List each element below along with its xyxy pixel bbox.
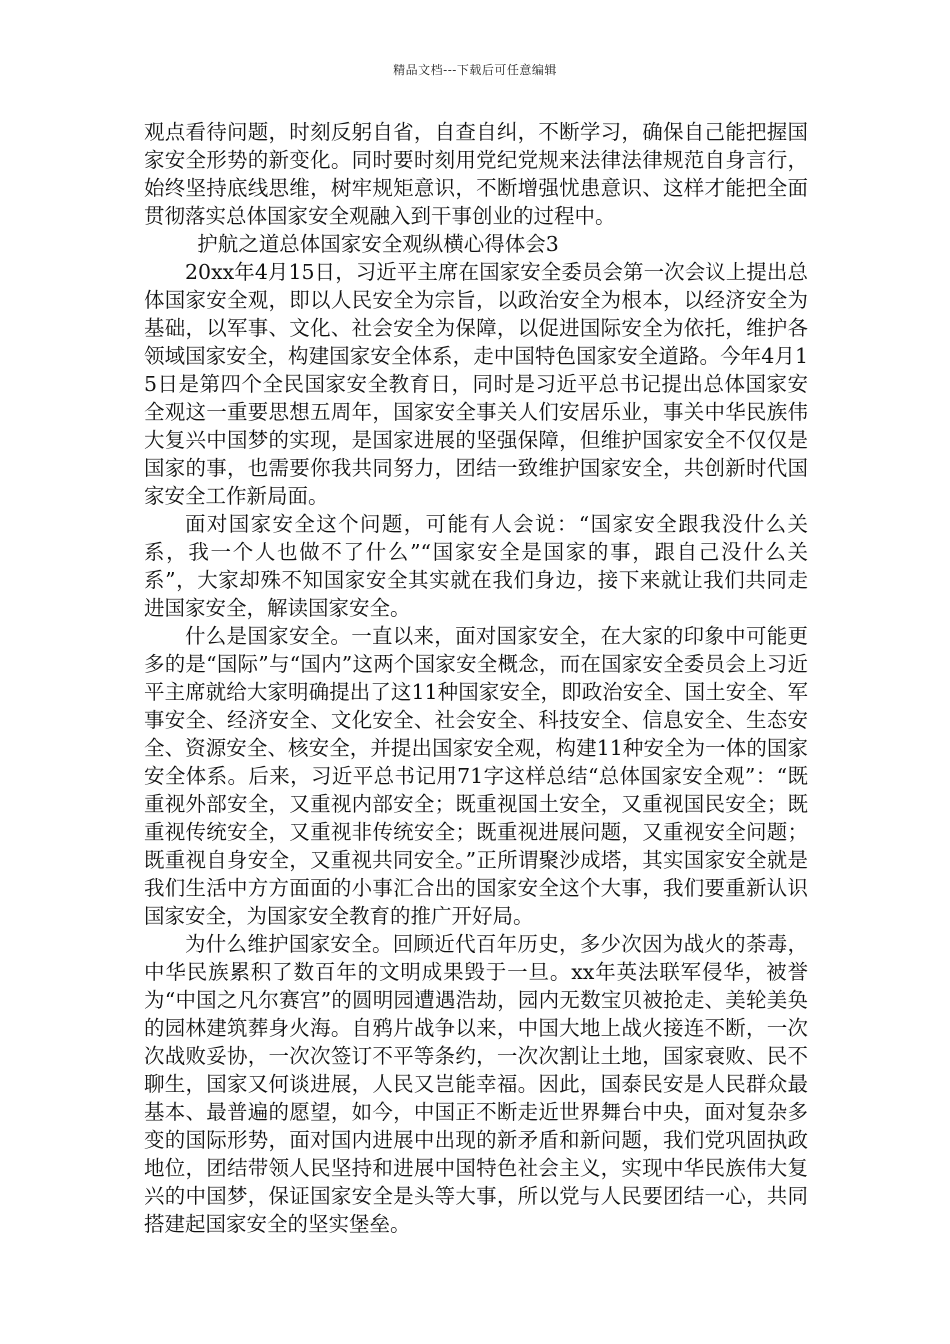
paragraph-what-is-security: 什么是国家安全。一直以来，面对国家安全，在大家的印象中可能更多的是“国际”与“国内”这两个国家安全概念，而在国家安全委员会上习近平主席就给大家明确提出了这11种国家安全，即政治安全、国土安全、军事安全、经济安全、文化安全、社会安全、科技安全、信息安全、生态安全、资源安全、核安全，并提出国家安全观，构建11种安全为一体的国家安全体系。后来，习近平总书记用71字这样总结“总体国家安全观”：“既重视外部安全，又重视内部安全；既重视国土安全，又重视国民安全；既重视传统安全，又重视非传统安全；既重视进展问题，又重视安全问题；既重视自身安全，又重视共同安全。”正所谓聚沙成塔，其实国家安全就是我们生活中方方面面的小事汇合出的国家安全这个大事，我们要重新认识国家安全，为国家安全教育的推广开好局。 xyxy=(144,624,808,928)
paragraph-intro: 20xx年4月15日，习近平主席在国家安全委员会第一次会议上提出总体国家安全观，即以人民安全为宗旨，以政治安全为根本，以经济安全为基础，以军事、文化、社会安全为保障，以促进国际安全为依托，维护各领域国家安全，构建国家安全体系，走中国特色国家安全道路。今年4月15日是第四个全民国家安全教育日，同时是习近平总书记提出总体国家安全观这一重要思想五周年，国家安全事关人们安居乐业，事关中华民族伟大复兴中国梦的实现，是国家进展的坚强保障，但维护国家安全不仅仅是国家的事，也需要你我共同努力，团结一致维护国家安全，共创新时代国家安全工作新局面。 xyxy=(144,260,808,508)
document-body xyxy=(144,118,808,1238)
page-header: 精品文档---下载后可任意编辑 xyxy=(393,63,557,77)
paragraph-continuation: 观点看待问题，时刻反躬自省，自查自纠，不断学习，确保自己能把握国家安全形势的新变化。同时要时刻用党纪党规来法律法律规范自身言行，始终坚持底线思维，树牢规矩意识，不断增强忧患意识、这样才能把全面贯彻落实总体国家安全观融入到干事创业的过程中。 xyxy=(144,120,808,228)
paragraph-question: 面对国家安全这个问题，可能有人会说：“国家安全跟我没什么关系，我一个人也做不了什么”“国家安全是国家的事，跟自己没什么关系”，大家却殊不知国家安全其实就在我们身边，接下来就让我们共同走进国家安全，解读国家安全。 xyxy=(144,512,808,620)
section-heading: 护航之道总体国家安全观纵横心得体会3 xyxy=(197,232,559,256)
paragraph-why-security: 为什么维护国家安全。回顾近代百年历史，多少次因为战火的荼毒，中华民族累积了数百年的文明成果毁于一旦。xx年英法联军侵华，被誉为“中国之凡尔赛宫”的圆明园遭遇浩劫，园内无数宝贝被抢走、美轮美奂的园林建筑葬身火海。自鸦片战争以来，中国大地上战火接连不断，一次次战败妥协，一次次签订不平等条约，一次次割让土地，国家衰败、民不聊生，国家又何谈进展，人民又岂能幸福。因此，国泰民安是人民群众最基本、最普遍的愿望，如今，中国正不断走近世界舞台中央，面对复杂多变的国际形势，面对国内进展中出现的新矛盾和新问题，我们党巩固执政地位，团结带领人民坚持和进展中国特色社会主义，实现中华民族伟大复兴的中国梦，保证国家安全是头等大事，所以党与人民要团结一心，共同搭建起国家安全的坚实堡垒。 xyxy=(144,932,808,1236)
